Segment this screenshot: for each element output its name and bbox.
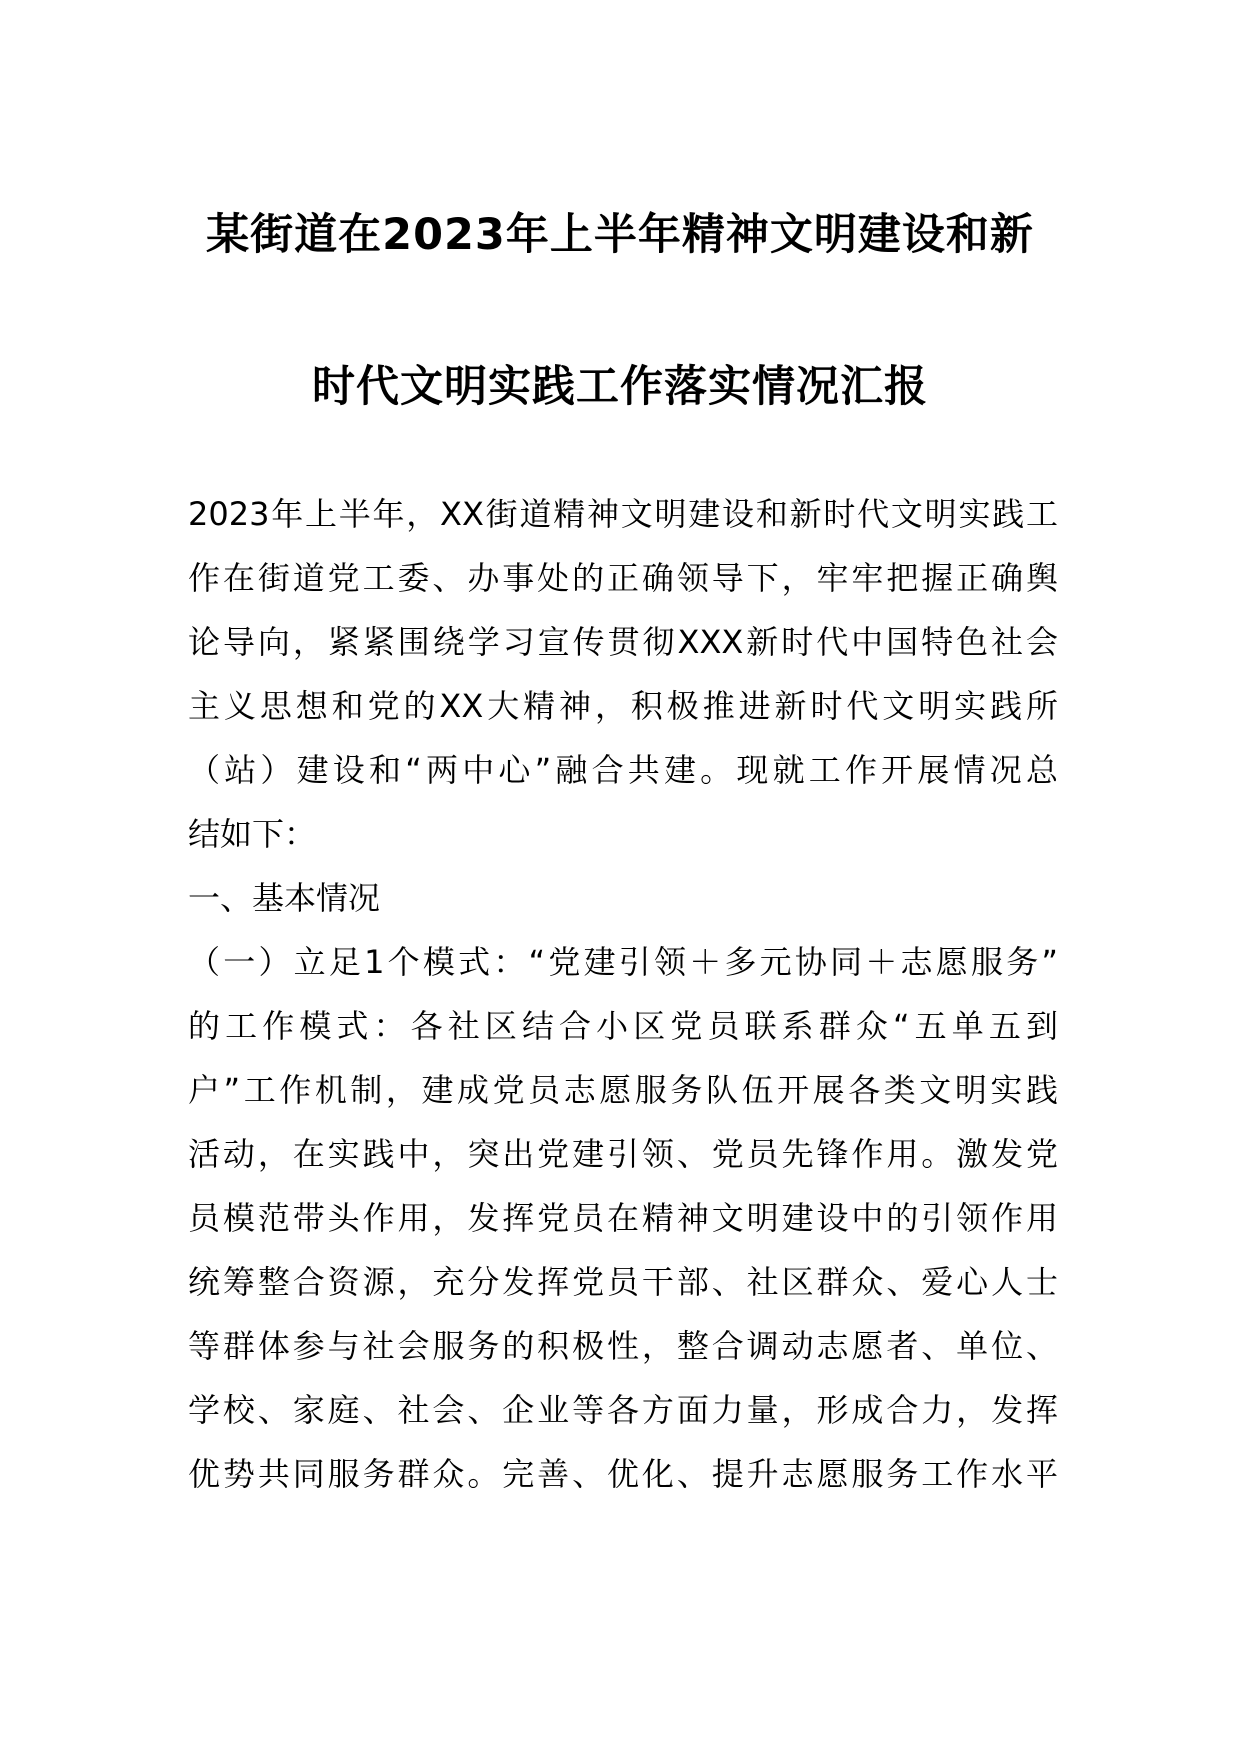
paragraph-line: 作在街道党工委、办事处的正确领导下，牢牢把握正确舆 xyxy=(188,559,1058,597)
paragraph-line: 统筹整合资源，充分发挥党员干部、社区群众、爱心人士 xyxy=(188,1263,1058,1301)
section-heading: 一、基本情况 xyxy=(188,879,381,917)
paragraph-line: 的工作模式：各社区结合小区党员联系群众“五单五到 xyxy=(188,1007,1058,1045)
subsection-heading: （一）立足1个模式：“党建引领＋多元协同＋志愿服务” xyxy=(188,943,1058,981)
document-title-line-1: 某街道在2023年上半年精神文明建设和新 xyxy=(206,210,1034,260)
paragraph-line: 主义思想和党的XX大精神，积极推进新时代文明实践所 xyxy=(188,687,1058,725)
paragraph-line: 等群体参与社会服务的积极性，整合调动志愿者、单位、 xyxy=(188,1327,1058,1365)
paragraph-line: 2023年上半年，XX街道精神文明建设和新时代文明实践工 xyxy=(188,495,1058,533)
paragraph-line: 结如下： xyxy=(188,815,317,853)
document-title-line-2: 时代文明实践工作落实情况汇报 xyxy=(312,362,928,412)
paragraph-line: 论导向，紧紧围绕学习宣传贯彻XXX新时代中国特色社会 xyxy=(188,623,1058,661)
paragraph-line: （站）建设和“两中心”融合共建。现就工作开展情况总 xyxy=(188,751,1058,789)
paragraph-line: 活动，在实践中，突出党建引领、党员先锋作用。激发党 xyxy=(188,1135,1058,1173)
paragraph-line: 学校、家庭、社会、企业等各方面力量，形成合力，发挥 xyxy=(188,1391,1058,1429)
paragraph-line: 员模范带头作用，发挥党员在精神文明建设中的引领作用 xyxy=(188,1199,1058,1237)
document-body xyxy=(188,482,1058,1506)
paragraph-line: 优势共同服务群众。完善、优化、提升志愿服务工作水平 xyxy=(188,1455,1058,1493)
paragraph-line: 户”工作机制，建成党员志愿服务队伍开展各类文明实践 xyxy=(188,1071,1058,1109)
